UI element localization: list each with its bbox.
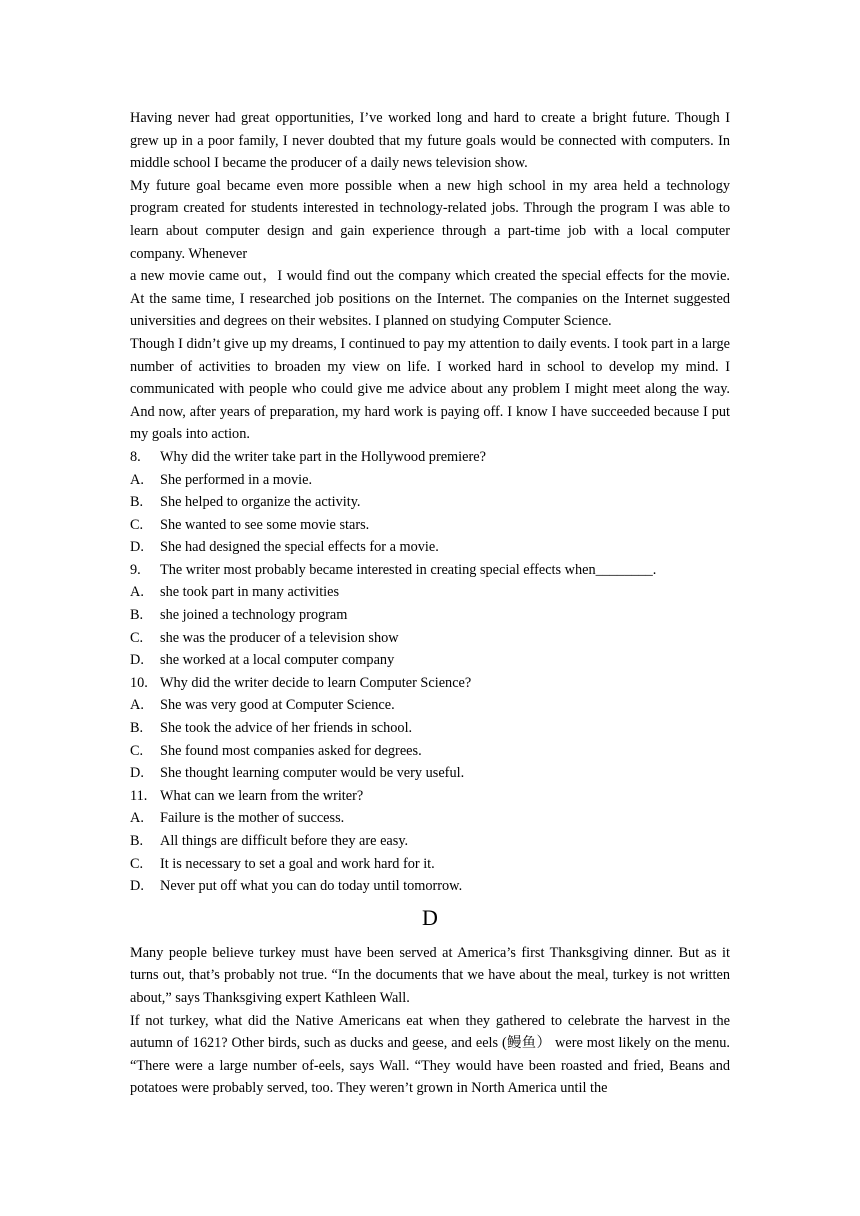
option-label: A. [130,471,144,488]
section-heading: D [422,904,438,930]
option-text: she worked at a local computer company [160,652,395,669]
option-11c [130,853,730,876]
option-8d [130,536,730,559]
option-text: Never put off what you can do today until tomorrow. [160,878,463,895]
option-10d [130,762,730,785]
option-8c [130,514,730,537]
option-11a [130,807,730,830]
option-label: D. [130,539,144,556]
option-text: she joined a technology program [160,607,348,624]
question-10 [130,672,730,695]
question-11 [130,785,730,808]
option-label: A. [130,697,144,714]
option-label: C. [130,629,144,646]
option-text: She helped to organize the activity. [160,494,361,511]
option-text: She performed in a movie. [160,471,313,488]
question-number: 10. [130,674,148,691]
option-10c [130,740,730,763]
paragraph: a new movie came out，I would find out the company which created the special effects for the movie. At the same time, I researched job positions on the Internet. The companies on the Internet suggested universities and degrees on their websites. I planned on studying Computer Science. [130,268,730,330]
question-list [130,446,730,898]
option-label: B. [130,833,144,849]
question-text: What can we learn from the writer? [160,787,364,804]
option-8a [130,469,730,492]
option-label: C. [130,516,144,533]
option-10a [130,694,730,717]
document-body [130,107,730,1100]
option-label: D. [130,878,144,895]
question-number: 8. [130,448,141,465]
question-text: The writer most probably became interested in creating special effects when________. [160,561,657,578]
question-8 [130,446,730,469]
option-label: C. [130,855,144,872]
option-8b [130,491,730,514]
passage-d [130,942,730,1100]
option-9c [130,627,730,650]
paragraph: Though I didn’t give up my dreams, I continued to pay my attention to daily events. I took part in a large number of activities to broaden my view on life. I worked hard in school to develop my mind. I communicated with people who could give me advice about any problem I might meet along the way. And now, after years of preparation, my hard work is paying off. I know I have succeeded because I put my goals into action. [130,335,730,443]
paragraph: Many people believe turkey must have been served at America’s first Thanksgiving dinner. But as it turns out, that’s probably not true. “In the documents that we have about the meal, turkey is not written about,” says Thanksgiving expert Kathleen Wall. [130,944,730,1006]
option-text: She was very good at Computer Science. [160,697,395,714]
passage-c [130,107,730,446]
option-text: She took the advice of her friends in school. [160,720,413,737]
question-number: 11. [130,787,148,804]
paragraph: If not turkey, what did the Native Americans eat when they gathered to celebrate the harvest in the autumn of 1621? Other birds, such as ducks and geese, and eels (鳗鱼） were most likely on the menu. “There were a large number of-eels, says Wall. “They would have been roasted and fried, Beans and potatoes were probably served, too. They weren’t grown in North America until the [130,1012,730,1097]
option-label: B. [130,607,144,624]
option-11d [130,875,730,898]
question-number: 9. [130,561,141,578]
option-9d [130,649,730,672]
option-10b [130,717,730,740]
option-text: All things are difficult before they are easy. [160,833,409,849]
option-text: She had designed the special effects for a movie. [160,539,439,556]
option-text: She found most companies asked for degrees. [160,742,422,759]
option-label: A. [130,584,144,601]
option-11b [130,830,730,853]
paragraph: Having never had great opportunities, I’ve worked long and hard to create a bright future. Though I grew up in a poor family, I never doubted that my future goals would be connected with computers. In middle school I became the producer of a daily news television show. [130,110,730,172]
option-text: It is necessary to set a goal and work hard for it. [160,855,435,872]
question-9 [130,559,730,582]
option-9a [130,581,730,604]
option-label: C. [130,742,144,759]
option-9b [130,604,730,627]
question-text: Why did the writer take part in the Hollywood premiere? [160,448,486,465]
option-label: D. [130,652,144,669]
option-text: she took part in many activities [160,584,340,601]
paragraph: My future goal became even more possible when a new high school in my area held a technology program created for students interested in technology-related jobs. Through the program I was able to learn about computer design and gain experience through a part-time job with a local computer company. Whenever [130,177,730,262]
option-text: she was the producer of a television show [160,629,399,646]
option-text: She wanted to see some movie stars. [160,516,370,533]
option-label: B. [130,720,144,737]
option-label: B. [130,494,144,511]
question-text: Why did the writer decide to learn Computer Science? [160,674,472,691]
option-label: A. [130,810,144,827]
option-text: Failure is the mother of success. [160,810,345,827]
option-text: She thought learning computer would be very useful. [160,765,465,782]
option-label: D. [130,765,144,782]
